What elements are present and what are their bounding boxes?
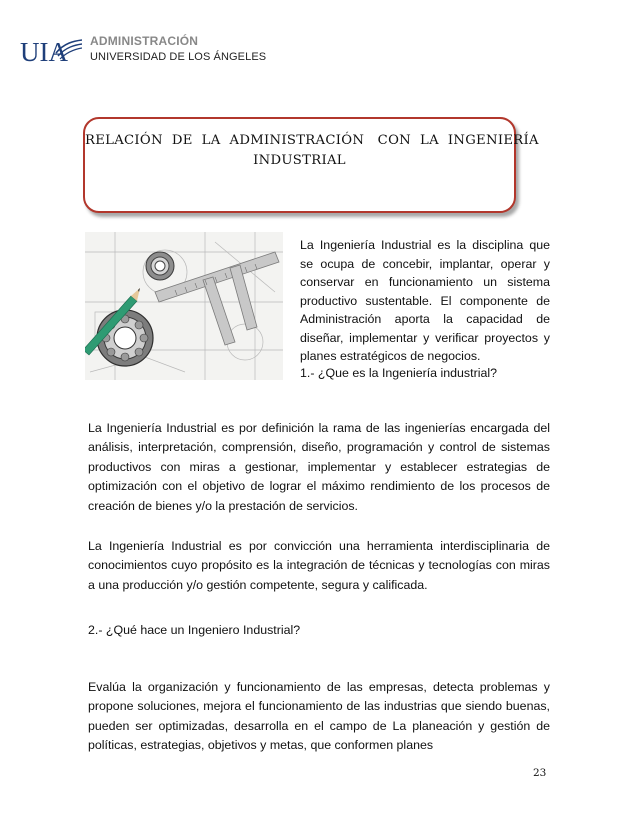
question-2: 2.- ¿Qué hace un Ingeniero Industrial? (88, 623, 301, 637)
engineering-drawing-illustration (85, 232, 283, 380)
section-title-line2: INDUSTRIAL (253, 153, 346, 168)
page-number: 23 (533, 767, 547, 779)
header-subtitle: UNIVERSIDAD DE LOS ÁNGELES (90, 51, 267, 63)
section-title-box (83, 117, 539, 213)
section-title (85, 131, 539, 171)
question-1: 1.- ¿Que es la Ingeniería industrial? (300, 366, 497, 380)
intro-paragraph: La Ingeniería Industrial es la disciplina que se ocupa de concebir, implantar, operar y conservar en funcionamiento un sistema productivo sustentable. El componente de Administración aporta la capacidad de diseñar, implementar y verificar proyectos y planes estratégicos de negocios. (300, 238, 550, 363)
paragraph-1: La Ingeniería Industrial es por definición la rama de las ingenierías encargada del análisis, interpretación, comprensión, diseño, programación y control de sistemas productivos con miras a gestionar, implementar y establecer estrategias de optimización con el objetivo de lograr el máximo rendimiento de los procesos de creación de bienes y/o la prestación de servicios. (88, 421, 550, 513)
section-title-line1: RELACIÓN DE LA ADMINISTRACIÓN CON LA INGENIERÍA (85, 133, 539, 148)
header-title: ADMINISTRACIÓN (90, 34, 199, 48)
uia-logo (20, 35, 82, 69)
paragraph-2: La Ingeniería Industrial es por convicción una herramienta interdisciplinaria de conocimientos cuyo propósito es la integración de técnicas y tecnologías con miras a una producción y/o gestión competente, segura y calificada. (88, 539, 550, 592)
paragraph-3: Evalúa la organización y funcionamiento de las empresas, detecta problemas y propone soluciones, mejora el funcionamiento de las industrias que siendo buenas, pueden ser optimizadas, desarrolla en el campo de La planeación y gestión de políticas, estrategias, objetivos y metas, que conformen planes (88, 680, 550, 753)
logo-text: UIA (20, 37, 68, 67)
